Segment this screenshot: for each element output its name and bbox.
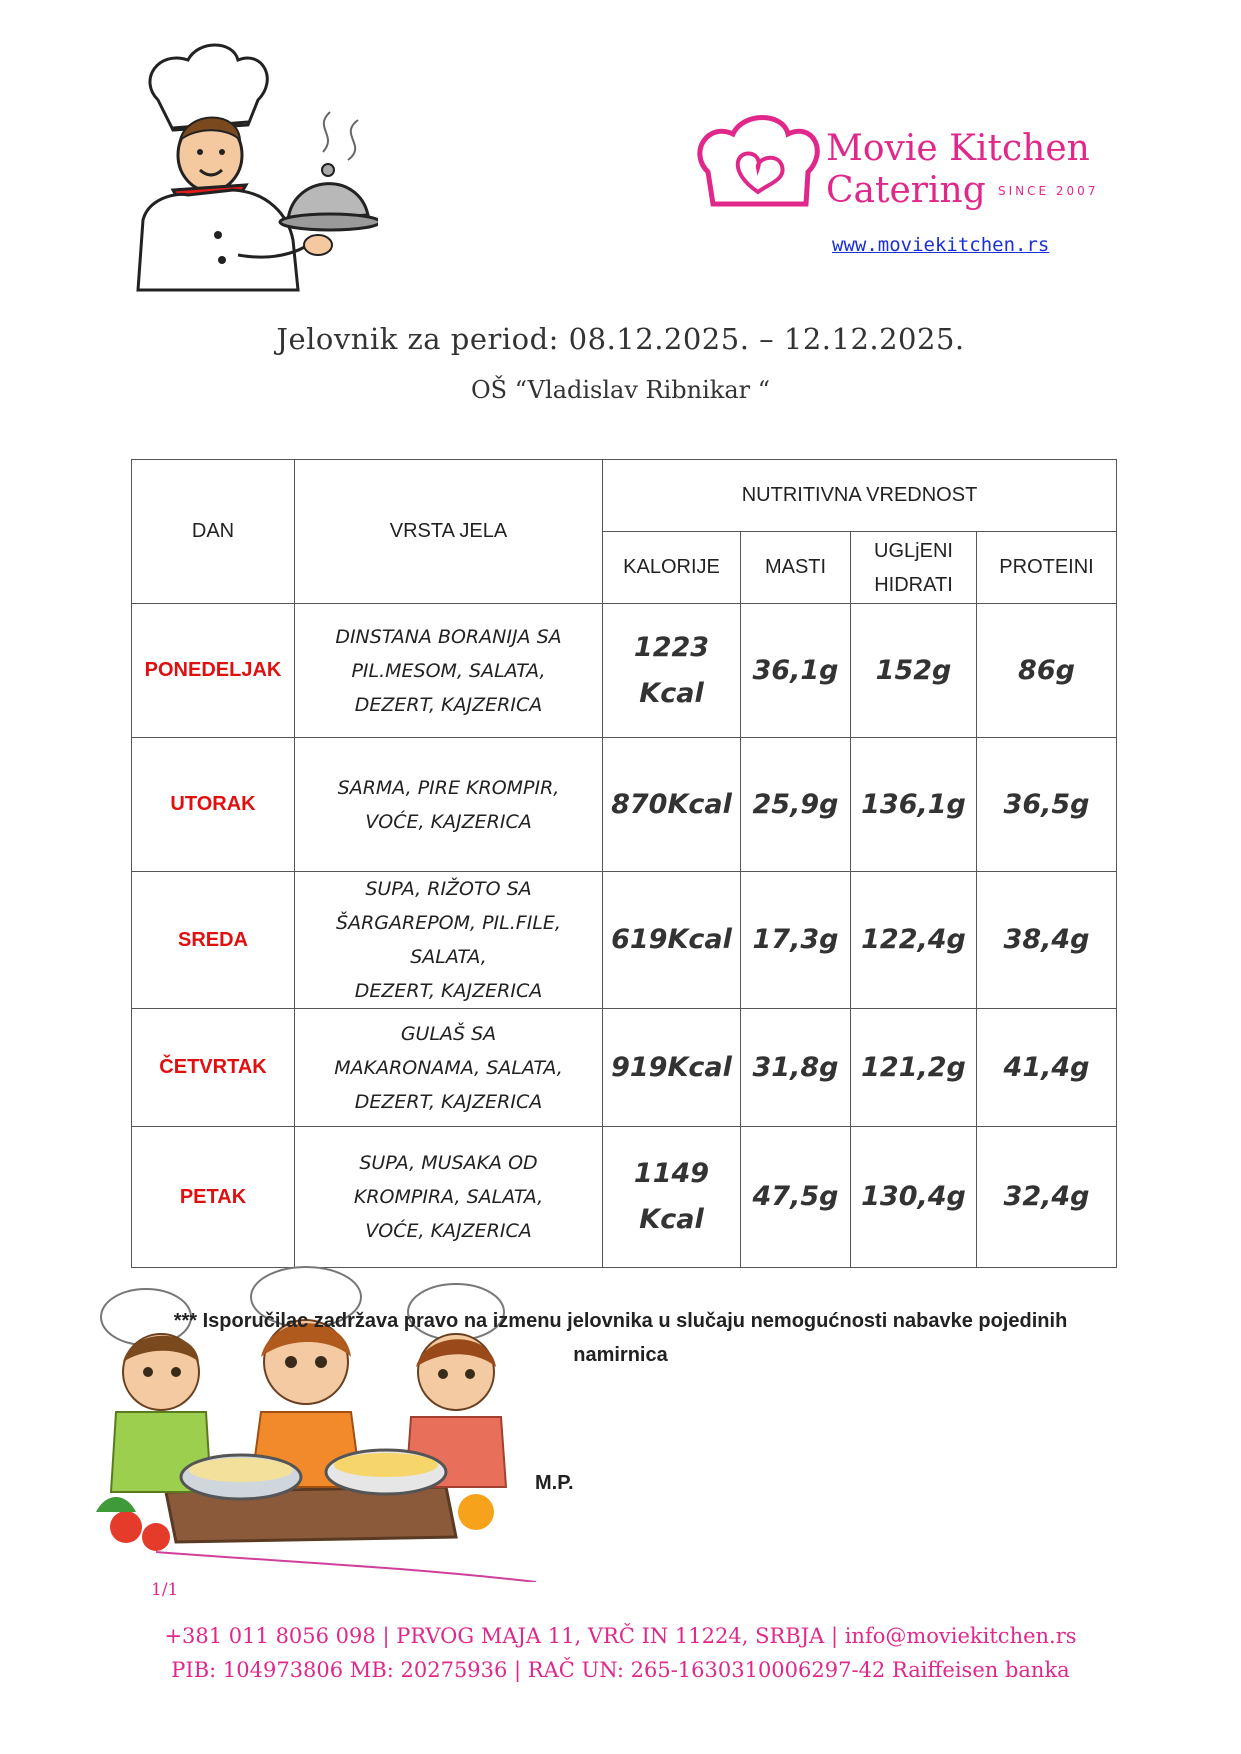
- contact-line1: +381 011 8056 098 | PRVOG MAJA 11, VRČ IN 11224, SRBJA | info@moviekitchen.rs: [164, 1624, 1077, 1648]
- dish-line: VOĆE, KAJZERICA: [365, 810, 532, 833]
- day-name: PONEDELJAK: [132, 604, 295, 738]
- day-name: PETAK: [132, 1127, 295, 1268]
- website-link[interactable]: www.moviekitchen.rs: [832, 234, 1050, 256]
- header-carbs-line2: HIDRATI: [874, 573, 953, 596]
- protein-value: 32,4g: [977, 1127, 1117, 1268]
- brand-since: SINCE 2007: [998, 184, 1099, 198]
- menu-rows: [132, 604, 1117, 1268]
- calories-value: [603, 872, 741, 1009]
- protein-value: 38,4g: [977, 872, 1117, 1009]
- table-row: [132, 604, 1117, 738]
- dish-line: KROMPIRA, SALATA,: [353, 1186, 544, 1208]
- chef-illustration: [118, 40, 378, 300]
- disclaimer-line1: *** Isporučilac zadržava pravo na izmenu jelovnika u slučaju nemogućnosti nabavke pojedinih: [173, 1310, 1068, 1332]
- calories-value: [603, 738, 741, 872]
- day-name: ČETVRTAK: [132, 1009, 295, 1127]
- fat-value: 47,5g: [741, 1127, 851, 1268]
- table-row: [132, 738, 1117, 872]
- fat-value: 25,9g: [741, 738, 851, 872]
- page-number: 1/1: [151, 1580, 179, 1600]
- calories-line: 1149: [633, 1158, 710, 1189]
- dish-line: GULAŠ SA: [400, 1022, 497, 1045]
- day-name: UTORAK: [132, 738, 295, 872]
- dish-line: PIL.MESOM, SALATA,: [351, 659, 546, 682]
- dish-line: ŠARGAREPOM, PIL.FILE,: [336, 912, 561, 934]
- header-fat: MASTI: [741, 532, 851, 604]
- calories-value: [603, 1127, 741, 1268]
- table-row: [132, 1009, 1117, 1127]
- header-carbs: [851, 532, 977, 604]
- header-carbs-line1: UGLjENI: [874, 539, 953, 562]
- carbs-value: 122,4g: [851, 872, 977, 1009]
- brand-name-line2: Catering: [826, 170, 986, 211]
- calories-line: 619Kcal: [611, 924, 732, 955]
- dish-description: [295, 604, 603, 738]
- brand-name-line1: Movie Kitchen: [826, 128, 1090, 169]
- dish-description: [295, 1127, 603, 1268]
- fat-value: 36,1g: [741, 604, 851, 738]
- header-day: DAN: [132, 460, 295, 604]
- calories-line: Kcal: [639, 1204, 704, 1235]
- dish-line: VOĆE, KAJZERICA: [365, 1220, 532, 1242]
- fat-value: 17,3g: [741, 872, 851, 1009]
- menu-table: [131, 459, 1117, 1268]
- protein-value: 41,4g: [977, 1009, 1117, 1127]
- dish-description: [295, 872, 603, 1009]
- carbs-value: 130,4g: [851, 1127, 977, 1268]
- disclaimer-line2: namirnica: [573, 1344, 668, 1366]
- school-name: OŠ “Vladislav Ribnikar “: [471, 376, 770, 404]
- dish-line: SUPA, MUSAKA OD: [359, 1152, 538, 1174]
- dish-line: SUPA, RIŽOTO SA: [365, 878, 532, 900]
- calories-line: 1223: [633, 631, 710, 663]
- carbs-value: 136,1g: [851, 738, 977, 872]
- table-row: [132, 1127, 1117, 1268]
- carbs-value: 121,2g: [851, 1009, 977, 1127]
- dish-line: SARMA, PIRE KROMPIR,: [337, 776, 560, 799]
- dish-line: MAKARONAMA, SALATA,: [334, 1056, 563, 1079]
- dish-description: [295, 738, 603, 872]
- table-row: [132, 872, 1117, 1009]
- dish-line: DEZERT, KAJZERICA: [354, 1090, 543, 1113]
- protein-value: 86g: [977, 604, 1117, 738]
- dish-line: DINSTANA BORANIJA SA: [335, 625, 562, 648]
- calories-value: [603, 604, 741, 738]
- header-protein: PROTEINI: [977, 532, 1117, 604]
- calories-line: 919Kcal: [611, 1051, 732, 1083]
- stamp-label: M.P.: [535, 1472, 574, 1494]
- calories-value: [603, 1009, 741, 1127]
- contact-line2: PIB: 104973806 MB: 20275936 | RAČ UN: 265-1630310006297-42 Raiffeisen banka: [171, 1658, 1070, 1682]
- dish-line: DEZERT, KAJZERICA: [354, 980, 543, 1002]
- day-name: SREDA: [132, 872, 295, 1009]
- calories-line: 870Kcal: [611, 788, 732, 820]
- protein-value: 36,5g: [977, 738, 1117, 872]
- fat-value: 31,8g: [741, 1009, 851, 1127]
- carbs-value: 152g: [851, 604, 977, 738]
- dish-description: [295, 1009, 603, 1127]
- calories-line: Kcal: [639, 677, 704, 709]
- header-calories: KALORIJE: [603, 532, 741, 604]
- header-dish: VRSTA JELA: [295, 460, 603, 604]
- header-nutrition: NUTRITIVNA VREDNOST: [603, 460, 1117, 532]
- dish-line: DEZERT, KAJZERICA: [354, 693, 543, 716]
- menu-period-title: Jelovnik za period: 08.12.2025. – 12.12.2025.: [276, 322, 965, 356]
- dish-line: SALATA,: [410, 946, 487, 968]
